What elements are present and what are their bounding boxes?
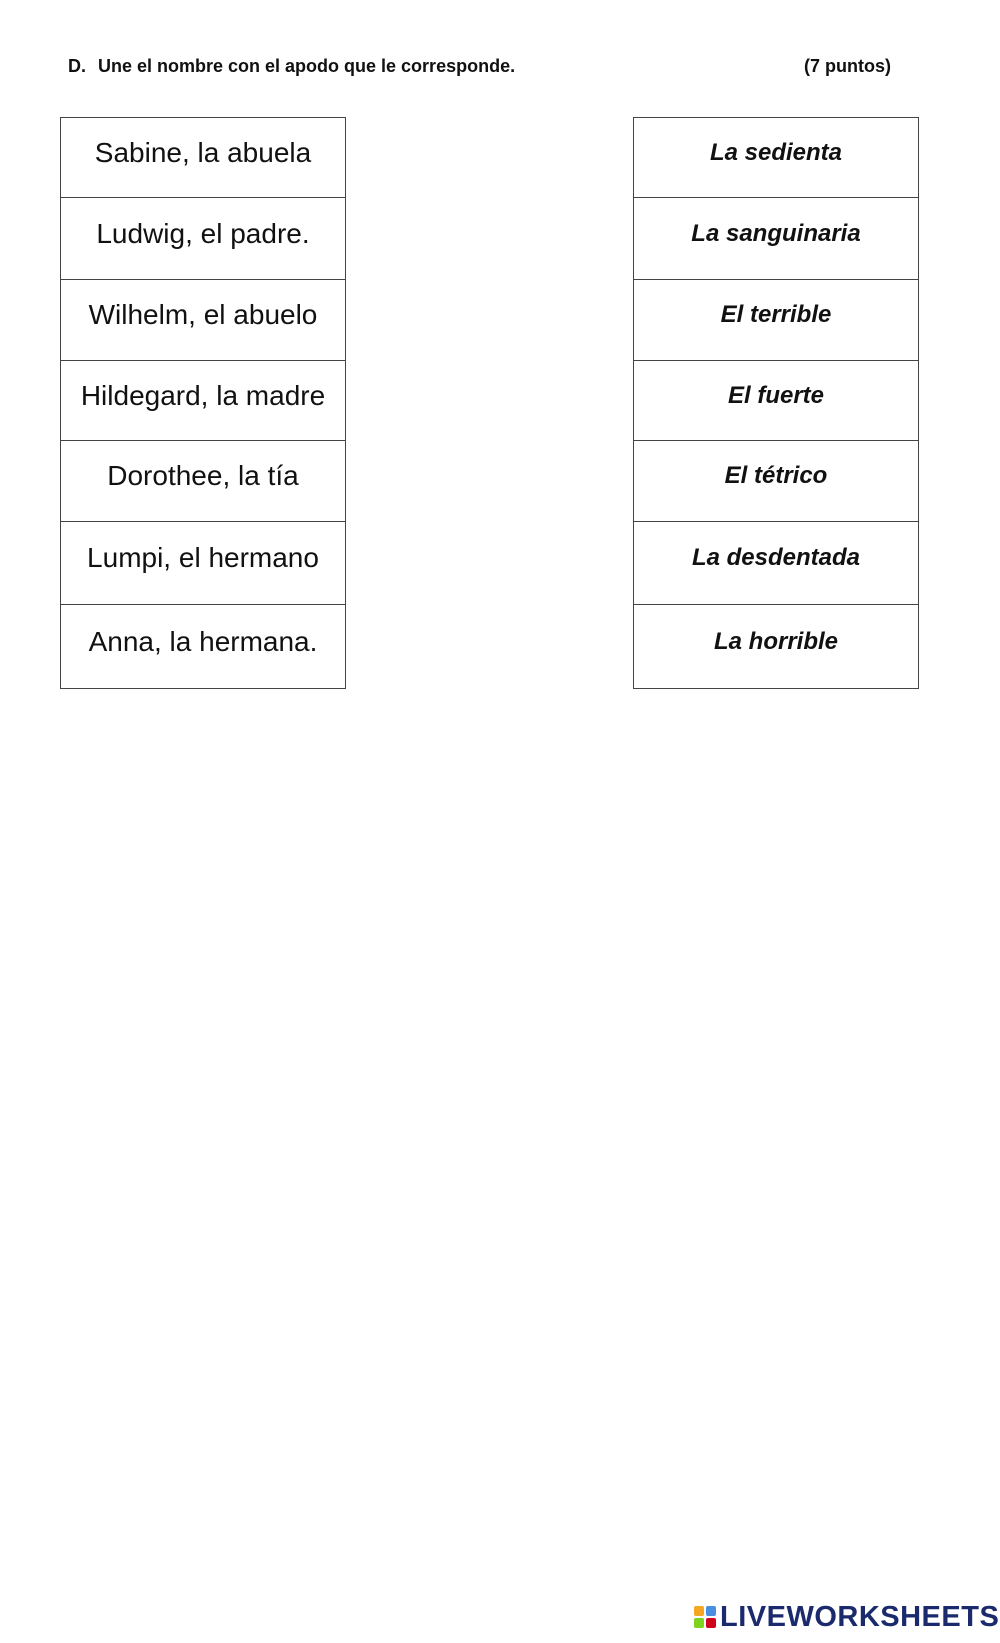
nickname-cell[interactable] [634,441,918,522]
nickname-label: La sedienta [709,138,843,166]
name-cell[interactable] [61,441,345,522]
name-label: Ludwig, el padre. [96,217,310,249]
name-label: Sabine, la abuela [94,136,312,168]
exercise-points: (7 puntos) [804,56,891,76]
name-cell[interactable] [61,361,345,441]
nickname-cell[interactable] [634,198,918,280]
nickname-label: La horrible [713,627,839,655]
nickname-label: El fuerte [727,381,825,409]
logo-square [706,1618,716,1628]
name-cell[interactable] [61,280,345,361]
liveworksheets-logo-icon [694,1606,716,1628]
name-cell[interactable] [61,118,345,198]
nickname-label: El terrible [720,301,832,328]
nickname-cell[interactable] [634,361,918,441]
liveworksheets-logo-text: LIVEWORKSHEETS [720,1600,1000,1633]
name-label: Wilhelm, el abuelo [88,299,318,330]
nickname-cell[interactable] [634,280,918,361]
nickname-label: El tétrico [724,462,828,489]
name-label: Anna, la hermana. [88,625,318,657]
nickname-cell[interactable] [634,605,918,688]
nickname-label: La desdentada [691,544,861,571]
nickname-cell[interactable] [634,522,918,605]
name-label: Lumpi, el hermano [87,542,319,573]
name-cell[interactable] [61,605,345,688]
exercise-instruction: Une el nombre con el apodo que le corresponde. [98,56,516,76]
name-label: Hildegard, la madre [80,379,326,411]
logo-square [694,1618,704,1628]
nicknames-column [633,117,919,689]
names-column [60,117,346,689]
name-cell[interactable] [61,522,345,605]
nickname-label: La sanguinaria [691,219,861,247]
exercise-letter: D. [68,56,86,76]
nickname-cell[interactable] [634,118,918,198]
name-cell[interactable] [61,198,345,280]
logo-square [694,1606,704,1616]
logo-square [706,1606,716,1616]
liveworksheets-logo [694,1600,999,1634]
name-label: Dorothee, la tía [107,460,299,491]
